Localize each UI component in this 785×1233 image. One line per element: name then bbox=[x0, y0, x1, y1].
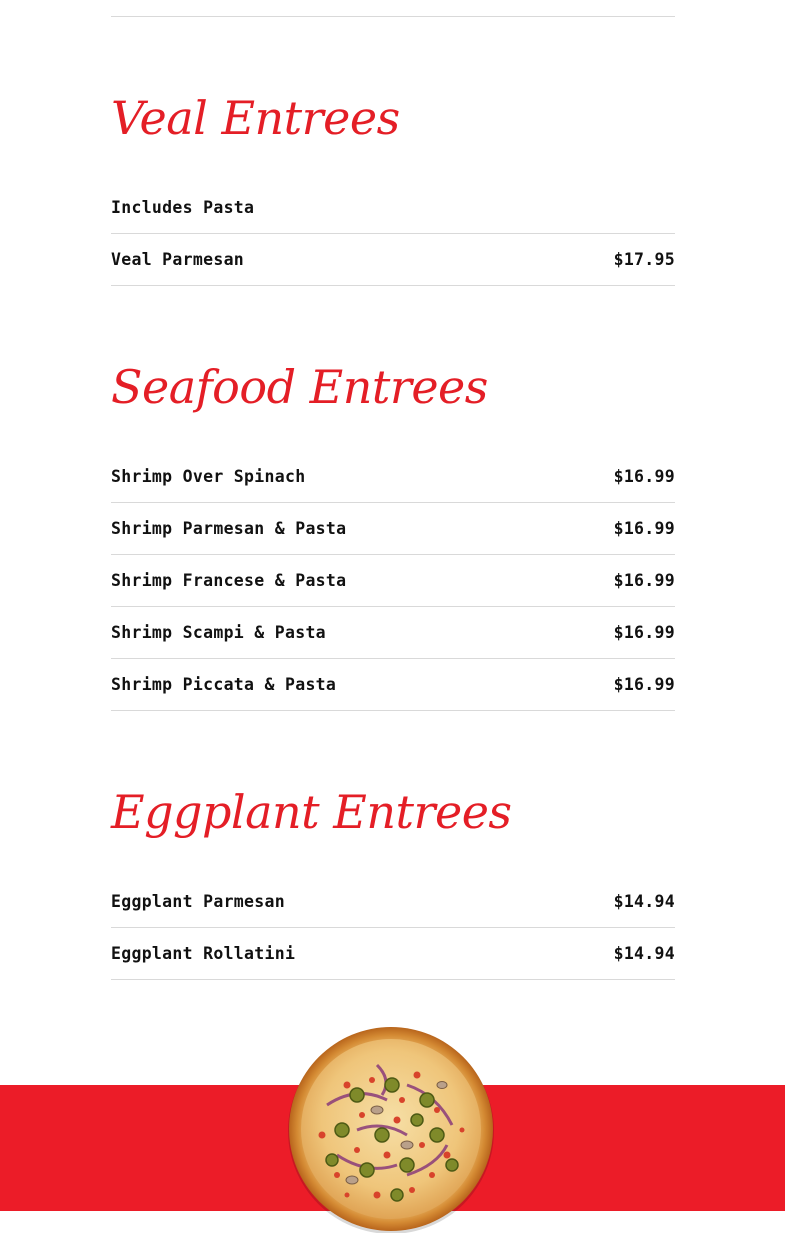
divider bbox=[111, 16, 675, 17]
menu-item bbox=[111, 928, 675, 980]
section-note-text: Includes Pasta bbox=[111, 198, 255, 217]
menu-item bbox=[111, 503, 675, 555]
menu-item bbox=[111, 659, 675, 711]
section-seafood-entrees bbox=[111, 352, 675, 694]
menu-list bbox=[111, 451, 675, 711]
menu-item bbox=[111, 607, 675, 659]
menu-item-price: $16.99 bbox=[613, 571, 675, 590]
pizza-image bbox=[287, 1025, 495, 1233]
section-title: Veal Entrees bbox=[111, 91, 400, 145]
menu-item-name: Shrimp Over Spinach bbox=[111, 467, 306, 486]
menu-item-price: $14.94 bbox=[613, 892, 675, 911]
menu-item-price: $16.99 bbox=[613, 519, 675, 538]
section-title: Seafood Entrees bbox=[111, 360, 488, 414]
menu-item-name: Shrimp Francese & Pasta bbox=[111, 571, 347, 590]
menu-item-price: $16.99 bbox=[613, 467, 675, 486]
menu-item bbox=[111, 451, 675, 503]
menu-list bbox=[111, 876, 675, 980]
section-title: Eggplant Entrees bbox=[111, 785, 512, 839]
section-eggplant-entrees bbox=[111, 777, 675, 963]
menu-item-price: $17.95 bbox=[613, 250, 675, 269]
menu-item-name: Eggplant Rollatini bbox=[111, 944, 296, 963]
menu-item-price: $16.99 bbox=[613, 623, 675, 642]
menu-item-name: Veal Parmesan bbox=[111, 250, 245, 269]
section-note bbox=[111, 182, 675, 234]
menu-item-name: Shrimp Piccata & Pasta bbox=[111, 675, 337, 694]
menu-item-price: $14.94 bbox=[613, 944, 675, 963]
section-veal-entrees bbox=[111, 83, 675, 269]
menu-item bbox=[111, 555, 675, 607]
menu-item bbox=[111, 876, 675, 928]
menu-item bbox=[111, 234, 675, 286]
menu-item-name: Shrimp Scampi & Pasta bbox=[111, 623, 326, 642]
menu-item-name: Eggplant Parmesan bbox=[111, 892, 285, 911]
menu-item-price: $16.99 bbox=[613, 675, 675, 694]
menu-list bbox=[111, 182, 675, 286]
menu-item-name: Shrimp Parmesan & Pasta bbox=[111, 519, 347, 538]
